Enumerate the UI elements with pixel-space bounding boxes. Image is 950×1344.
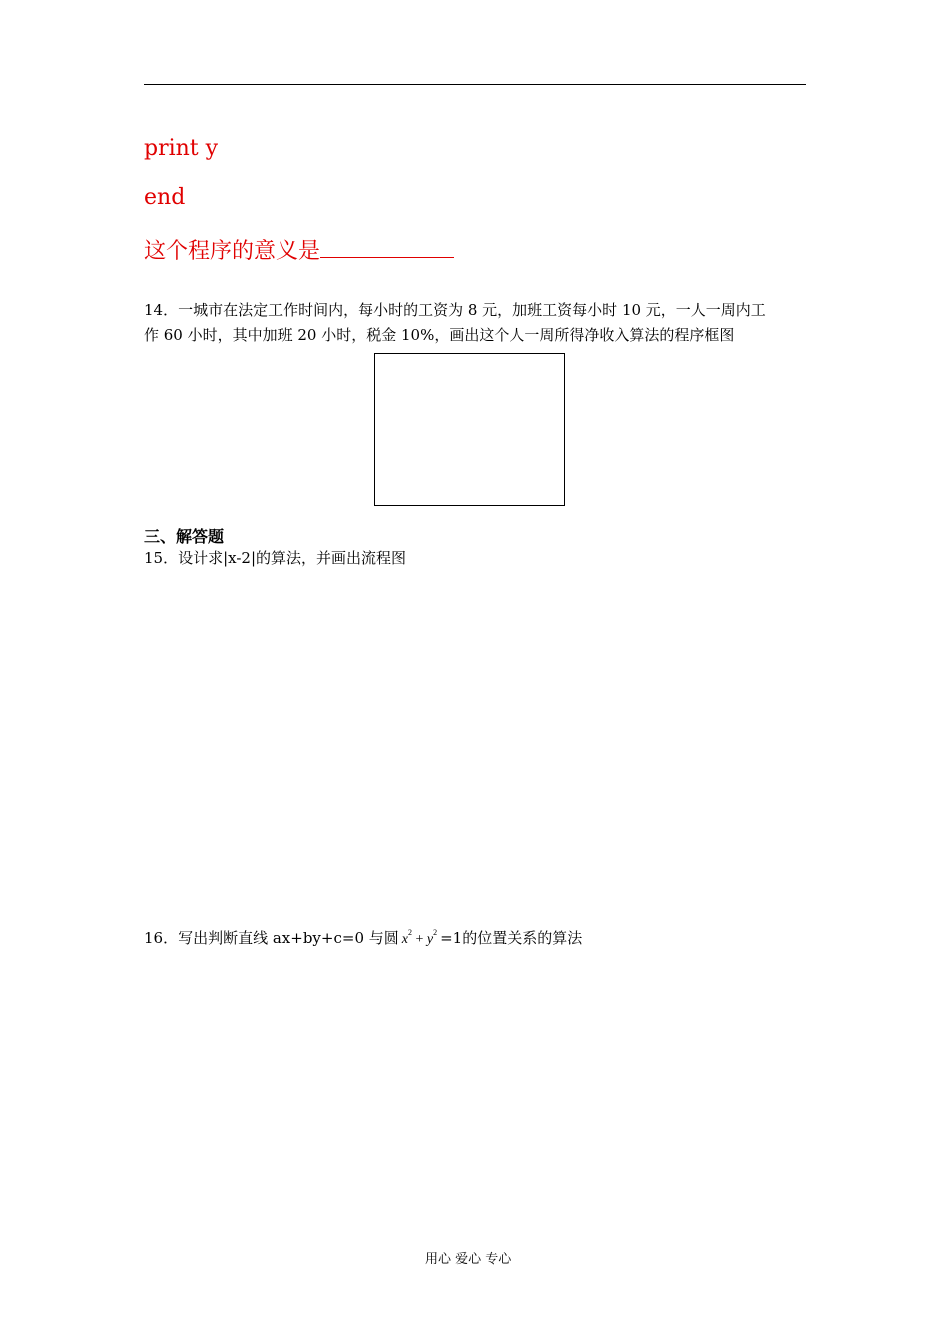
answer-blank — [320, 237, 454, 258]
question-14-line-1: 14．一城市在法定工作时间内，每小时的工资为 8 元，加班工资每小时 10 元，一人一周内工 — [144, 301, 766, 319]
question-16-suffix: =1的位置关系的算法 — [440, 929, 583, 947]
question-16 — [144, 920, 582, 952]
question-14 — [144, 298, 766, 348]
code-line-print: print y — [144, 136, 219, 161]
question-14-line-2: 作 60 小时，其中加班 20 小时，税金 10%，画出这个人一周所得净收入算法的程序框图 — [144, 326, 735, 344]
program-meaning-label: 这个程序的意义是 — [144, 239, 321, 264]
circle-equation: $x^2 + y^2$ — [401, 928, 438, 947]
header-rule — [144, 84, 806, 85]
flowchart-box — [374, 353, 565, 506]
section-heading: 三、解答题 — [144, 527, 225, 546]
program-meaning-question — [144, 234, 454, 265]
page-footer: 用心 爱心 专心 — [425, 1252, 512, 1267]
code-line-end: end — [144, 185, 186, 210]
question-15: 15．设计求|x-2|的算法，并画出流程图 — [144, 549, 407, 567]
question-16-prefix: 16．写出判断直线 ax+by+c=0 与圆 — [144, 929, 399, 947]
